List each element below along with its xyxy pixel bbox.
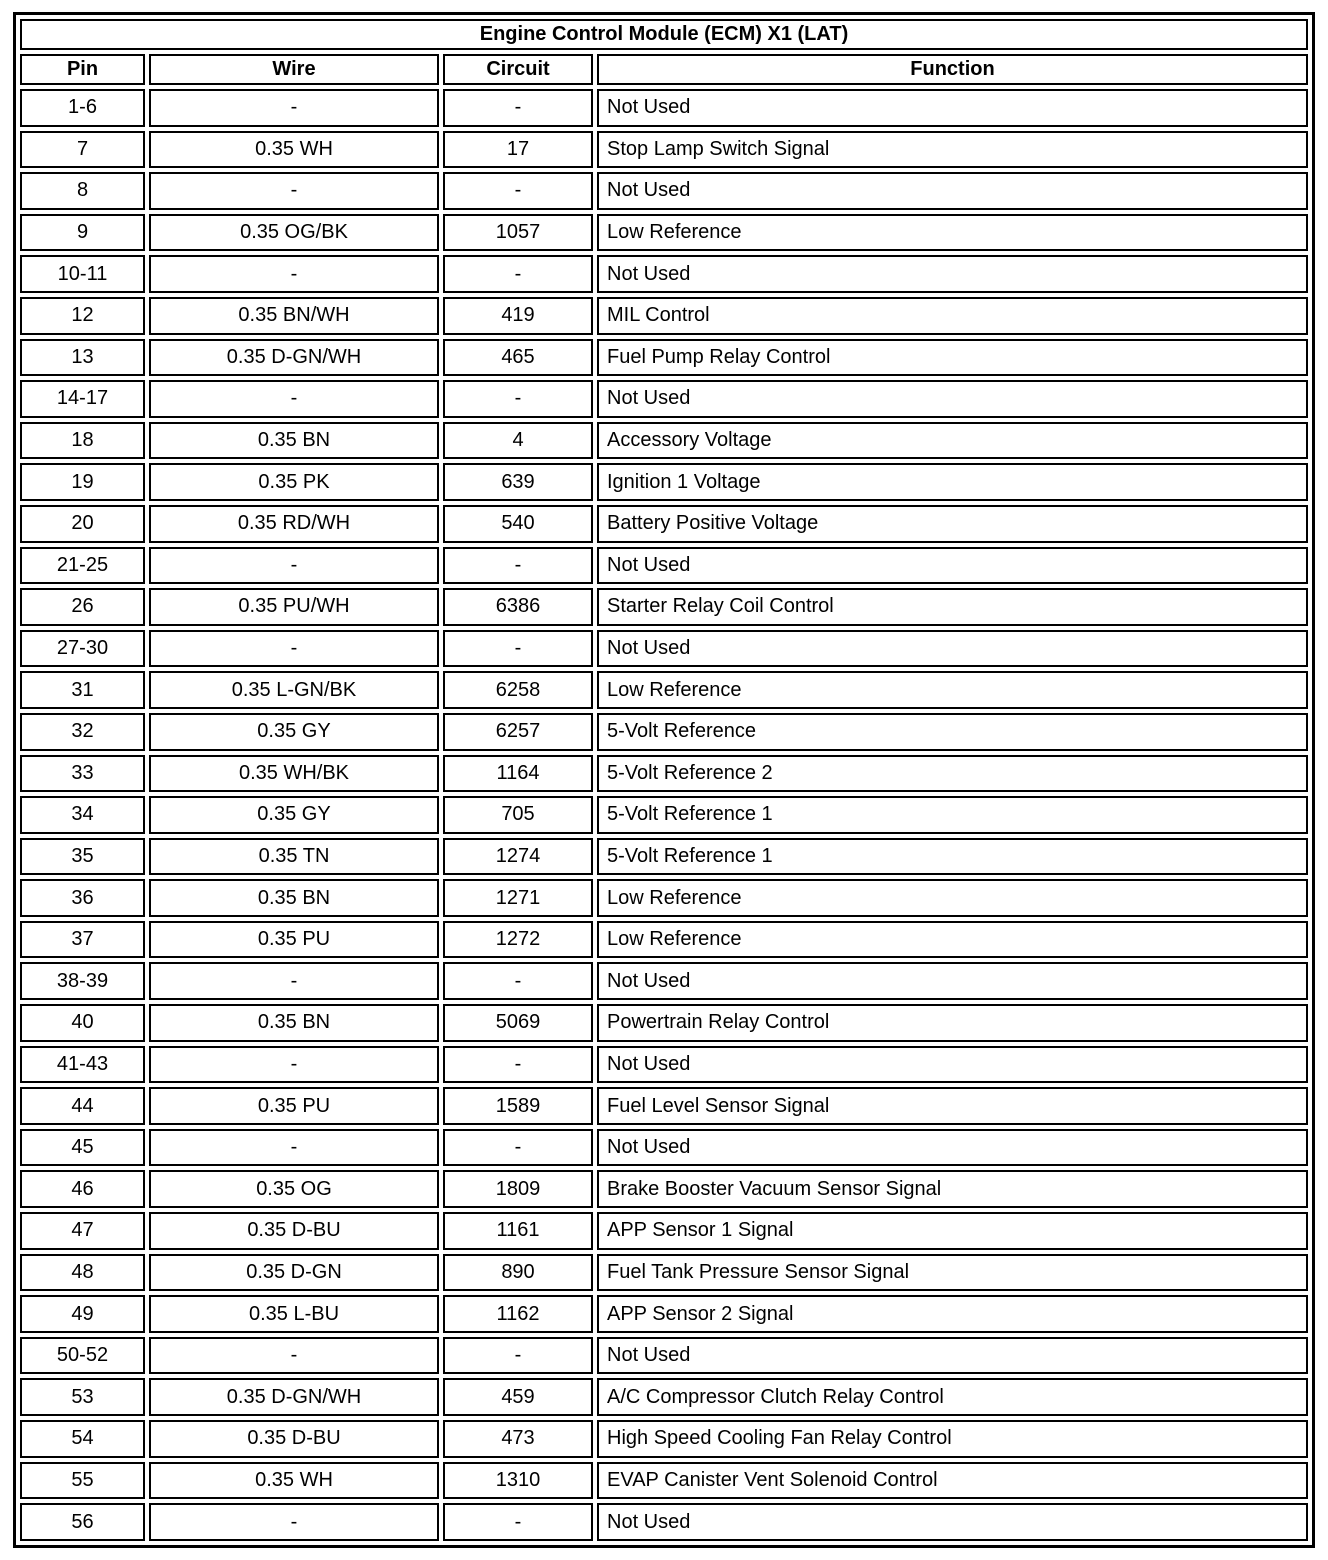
table-row — [20, 1503, 1308, 1541]
pin-cell: 8 — [20, 172, 145, 210]
table-header — [20, 19, 1308, 85]
function-cell: Battery Positive Voltage — [597, 505, 1308, 543]
wire-cell: - — [149, 1503, 439, 1541]
wire-cell: 0.35 PK — [149, 463, 439, 501]
function-cell: Low Reference — [597, 671, 1308, 709]
circuit-cell: 1164 — [443, 755, 593, 793]
wire-cell: 0.35 GY — [149, 796, 439, 834]
circuit-cell: 1589 — [443, 1087, 593, 1125]
function-cell: Fuel Pump Relay Control — [597, 339, 1308, 377]
function-cell: APP Sensor 2 Signal — [597, 1295, 1308, 1333]
wire-cell: 0.35 D-BU — [149, 1212, 439, 1250]
function-cell: Powertrain Relay Control — [597, 1004, 1308, 1042]
table-row — [20, 1420, 1308, 1458]
circuit-cell: 17 — [443, 131, 593, 169]
function-cell: Accessory Voltage — [597, 422, 1308, 460]
pin-cell: 20 — [20, 505, 145, 543]
function-cell: Not Used — [597, 89, 1308, 127]
wire-cell: - — [149, 630, 439, 668]
circuit-cell: 6257 — [443, 713, 593, 751]
table-row — [20, 547, 1308, 585]
function-cell: Not Used — [597, 1129, 1308, 1167]
table-row — [20, 671, 1308, 709]
wire-cell: 0.35 WH/BK — [149, 755, 439, 793]
function-cell: Low Reference — [597, 214, 1308, 252]
table-row — [20, 1337, 1308, 1375]
function-cell: Stop Lamp Switch Signal — [597, 131, 1308, 169]
pin-cell: 48 — [20, 1254, 145, 1292]
table-title: Engine Control Module (ECM) X1 (LAT) — [20, 19, 1308, 50]
table-row — [20, 1378, 1308, 1416]
function-cell: Fuel Tank Pressure Sensor Signal — [597, 1254, 1308, 1292]
table-row — [20, 1295, 1308, 1333]
table-row — [20, 796, 1308, 834]
table-row — [20, 255, 1308, 293]
function-cell: 5-Volt Reference 1 — [597, 796, 1308, 834]
table-row — [20, 755, 1308, 793]
pin-cell: 27-30 — [20, 630, 145, 668]
circuit-cell: - — [443, 89, 593, 127]
table-row — [20, 214, 1308, 252]
pin-cell: 45 — [20, 1129, 145, 1167]
circuit-cell: 473 — [443, 1420, 593, 1458]
table-row — [20, 1004, 1308, 1042]
pin-cell: 9 — [20, 214, 145, 252]
wire-cell: 0.35 BN/WH — [149, 297, 439, 335]
pin-cell: 7 — [20, 131, 145, 169]
function-cell: Not Used — [597, 255, 1308, 293]
pin-cell: 10-11 — [20, 255, 145, 293]
circuit-cell: 6386 — [443, 588, 593, 626]
wire-cell: 0.35 BN — [149, 879, 439, 917]
circuit-cell: 1162 — [443, 1295, 593, 1333]
wire-cell: - — [149, 172, 439, 210]
circuit-cell: 1274 — [443, 838, 593, 876]
circuit-cell: 705 — [443, 796, 593, 834]
function-cell: Not Used — [597, 547, 1308, 585]
function-cell: Not Used — [597, 630, 1308, 668]
column-header-row — [20, 54, 1308, 85]
table-row — [20, 172, 1308, 210]
pin-cell: 18 — [20, 422, 145, 460]
function-cell: MIL Control — [597, 297, 1308, 335]
table-row — [20, 1087, 1308, 1125]
pin-cell: 21-25 — [20, 547, 145, 585]
table-row — [20, 1462, 1308, 1500]
circuit-cell: 1809 — [443, 1170, 593, 1208]
wire-cell: 0.35 D-GN — [149, 1254, 439, 1292]
table-body — [20, 89, 1308, 1541]
circuit-cell: 890 — [443, 1254, 593, 1292]
pin-cell: 56 — [20, 1503, 145, 1541]
circuit-cell: 419 — [443, 297, 593, 335]
function-cell: 5-Volt Reference 2 — [597, 755, 1308, 793]
circuit-cell: - — [443, 1129, 593, 1167]
title-row — [20, 19, 1308, 50]
pin-cell: 36 — [20, 879, 145, 917]
circuit-cell: - — [443, 1337, 593, 1375]
pin-cell: 47 — [20, 1212, 145, 1250]
circuit-cell: 5069 — [443, 1004, 593, 1042]
wire-cell: - — [149, 89, 439, 127]
circuit-cell: - — [443, 1046, 593, 1084]
circuit-cell: 1161 — [443, 1212, 593, 1250]
circuit-cell: 6258 — [443, 671, 593, 709]
circuit-cell: - — [443, 380, 593, 418]
pin-cell: 44 — [20, 1087, 145, 1125]
wire-cell: 0.35 WH — [149, 131, 439, 169]
circuit-cell: 459 — [443, 1378, 593, 1416]
pin-cell: 38-39 — [20, 962, 145, 1000]
circuit-cell: 465 — [443, 339, 593, 377]
function-cell: 5-Volt Reference 1 — [597, 838, 1308, 876]
function-cell: APP Sensor 1 Signal — [597, 1212, 1308, 1250]
pin-cell: 1-6 — [20, 89, 145, 127]
function-cell: Not Used — [597, 1503, 1308, 1541]
wire-cell: 0.35 TN — [149, 838, 439, 876]
column-header-function: Function — [597, 54, 1308, 85]
function-cell: Ignition 1 Voltage — [597, 463, 1308, 501]
circuit-cell: - — [443, 962, 593, 1000]
function-cell: Not Used — [597, 1337, 1308, 1375]
wire-cell: - — [149, 1046, 439, 1084]
pin-cell: 19 — [20, 463, 145, 501]
pin-cell: 14-17 — [20, 380, 145, 418]
wire-cell: 0.35 BN — [149, 1004, 439, 1042]
wire-cell: 0.35 D-GN/WH — [149, 1378, 439, 1416]
function-cell: Not Used — [597, 380, 1308, 418]
wire-cell: - — [149, 1129, 439, 1167]
ecm-pinout-table — [13, 12, 1315, 1548]
wire-cell: 0.35 D-BU — [149, 1420, 439, 1458]
table-row — [20, 879, 1308, 917]
wire-cell: - — [149, 962, 439, 1000]
table-row — [20, 962, 1308, 1000]
function-cell: EVAP Canister Vent Solenoid Control — [597, 1462, 1308, 1500]
table-row — [20, 380, 1308, 418]
wire-cell: - — [149, 255, 439, 293]
table-row — [20, 838, 1308, 876]
circuit-cell: - — [443, 547, 593, 585]
wire-cell: 0.35 L-BU — [149, 1295, 439, 1333]
pin-cell: 12 — [20, 297, 145, 335]
table-row — [20, 1046, 1308, 1084]
table-row — [20, 89, 1308, 127]
wire-cell: 0.35 BN — [149, 422, 439, 460]
pin-cell: 40 — [20, 1004, 145, 1042]
wire-cell: - — [149, 547, 439, 585]
table-row — [20, 1170, 1308, 1208]
function-cell: Not Used — [597, 172, 1308, 210]
wire-cell: - — [149, 380, 439, 418]
circuit-cell: 639 — [443, 463, 593, 501]
circuit-cell: - — [443, 172, 593, 210]
circuit-cell: 1310 — [443, 1462, 593, 1500]
circuit-cell: - — [443, 1503, 593, 1541]
pin-cell: 37 — [20, 921, 145, 959]
pin-cell: 41-43 — [20, 1046, 145, 1084]
table-row — [20, 713, 1308, 751]
circuit-cell: - — [443, 630, 593, 668]
table-row — [20, 921, 1308, 959]
function-cell: A/C Compressor Clutch Relay Control — [597, 1378, 1308, 1416]
pin-cell: 26 — [20, 588, 145, 626]
table-row — [20, 1129, 1308, 1167]
pin-cell: 34 — [20, 796, 145, 834]
wire-cell: 0.35 L-GN/BK — [149, 671, 439, 709]
function-cell: Not Used — [597, 1046, 1308, 1084]
pin-cell: 13 — [20, 339, 145, 377]
table-row — [20, 422, 1308, 460]
circuit-cell: 4 — [443, 422, 593, 460]
table-row — [20, 339, 1308, 377]
pin-cell: 31 — [20, 671, 145, 709]
table-row — [20, 131, 1308, 169]
wire-cell: - — [149, 1337, 439, 1375]
wire-cell: 0.35 D-GN/WH — [149, 339, 439, 377]
pin-cell: 35 — [20, 838, 145, 876]
table-row — [20, 1212, 1308, 1250]
column-header-wire: Wire — [149, 54, 439, 85]
circuit-cell: 1057 — [443, 214, 593, 252]
pin-cell: 33 — [20, 755, 145, 793]
wire-cell: 0.35 PU/WH — [149, 588, 439, 626]
function-cell: Fuel Level Sensor Signal — [597, 1087, 1308, 1125]
circuit-cell: - — [443, 255, 593, 293]
wire-cell: 0.35 OG/BK — [149, 214, 439, 252]
function-cell: 5-Volt Reference — [597, 713, 1308, 751]
pin-cell: 54 — [20, 1420, 145, 1458]
table-row — [20, 630, 1308, 668]
wire-cell: 0.35 WH — [149, 1462, 439, 1500]
table-row — [20, 1254, 1308, 1292]
pin-cell: 32 — [20, 713, 145, 751]
wire-cell: 0.35 PU — [149, 921, 439, 959]
pin-cell: 50-52 — [20, 1337, 145, 1375]
table-row — [20, 505, 1308, 543]
circuit-cell: 1272 — [443, 921, 593, 959]
function-cell: Low Reference — [597, 921, 1308, 959]
function-cell: Low Reference — [597, 879, 1308, 917]
function-cell: Not Used — [597, 962, 1308, 1000]
column-header-circuit: Circuit — [443, 54, 593, 85]
pin-cell: 49 — [20, 1295, 145, 1333]
function-cell: High Speed Cooling Fan Relay Control — [597, 1420, 1308, 1458]
circuit-cell: 540 — [443, 505, 593, 543]
wire-cell: 0.35 PU — [149, 1087, 439, 1125]
table-row — [20, 297, 1308, 335]
table-row — [20, 588, 1308, 626]
pin-cell: 46 — [20, 1170, 145, 1208]
column-header-pin: Pin — [20, 54, 145, 85]
wire-cell: 0.35 RD/WH — [149, 505, 439, 543]
table-row — [20, 463, 1308, 501]
pin-cell: 53 — [20, 1378, 145, 1416]
circuit-cell: 1271 — [443, 879, 593, 917]
wire-cell: 0.35 OG — [149, 1170, 439, 1208]
function-cell: Starter Relay Coil Control — [597, 588, 1308, 626]
function-cell: Brake Booster Vacuum Sensor Signal — [597, 1170, 1308, 1208]
pin-cell: 55 — [20, 1462, 145, 1500]
wire-cell: 0.35 GY — [149, 713, 439, 751]
